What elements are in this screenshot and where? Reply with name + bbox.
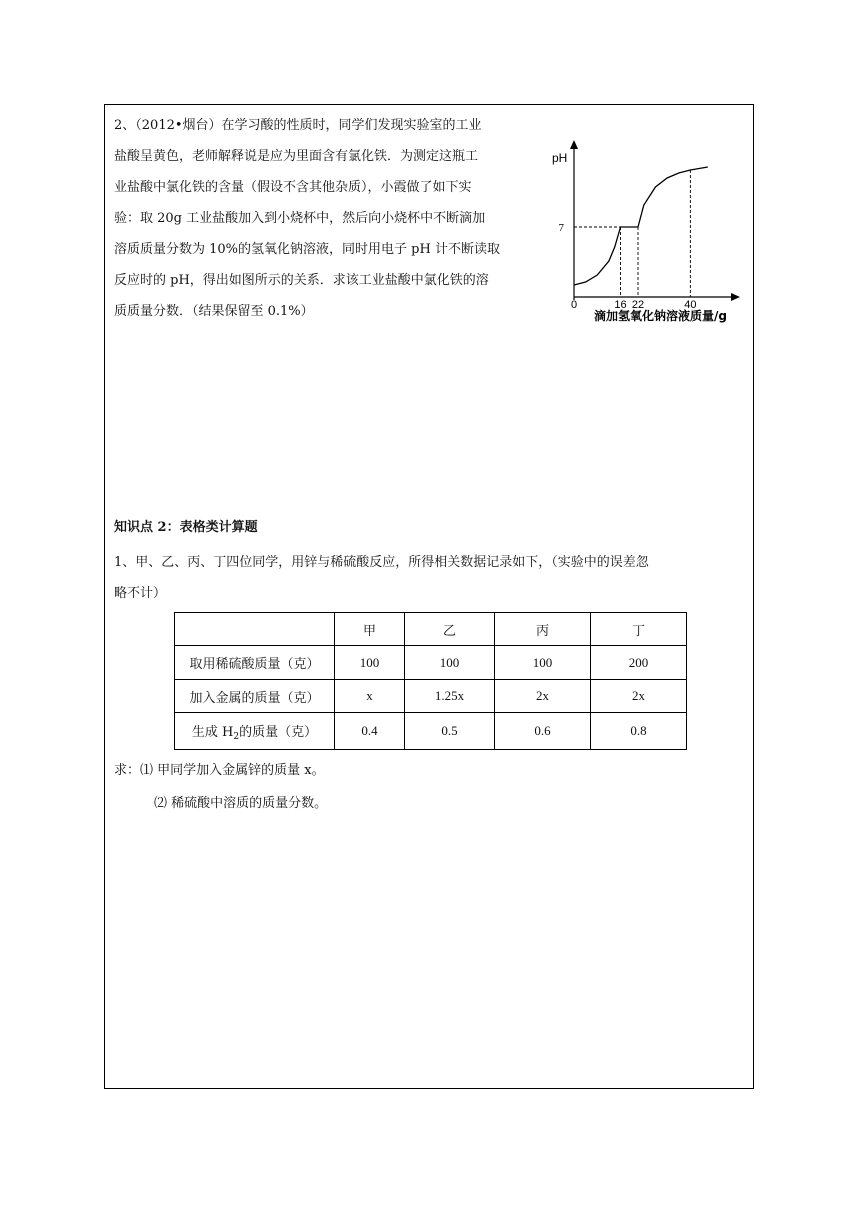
row-label: 加入金属的质量（克）	[175, 679, 335, 712]
x-axis-label: 滴加氢氧化钠溶液质量/g	[594, 309, 727, 323]
problem-2-line: 验：取 20g 工业盐酸加入到小烧杯中，然后向小烧杯中不断滴加	[114, 211, 486, 226]
problem-2-line: 反应时的 pH，得出如图所示的关系．求该工业盐酸中氯化铁的溶	[114, 273, 489, 288]
problem-2-line: 溶质质量分数为 10%的氢氧化钠溶液，同时用电子 pH 计不断读取	[114, 242, 500, 257]
question-1-line: 略不计）	[114, 586, 167, 601]
row-label-subscript: 2	[233, 731, 240, 742]
x-tick-label-40: 40	[684, 299, 697, 311]
table-header-cell: 丙	[495, 613, 591, 646]
question-ask-1: 求：⑴ 甲同学加入金属锌的质量 x。	[114, 763, 325, 778]
table-header-row	[175, 613, 687, 646]
table-cell: 1.25x	[405, 679, 495, 712]
table-cell: 0.4	[335, 713, 405, 750]
question-ask-2: ⑵ 稀硫酸中溶质的质量分数。	[154, 796, 328, 811]
problem-2-line: 盐酸呈黄色，老师解释说是应为里面含有氯化铁．为测定这瓶工	[114, 149, 479, 164]
x-tick-label-0: 0	[570, 299, 578, 311]
table-cell: 0.6	[495, 713, 591, 750]
table-cell: 100	[495, 646, 591, 679]
row-label-post: 的质量（克）	[239, 724, 318, 740]
y-axis-arrow	[570, 140, 578, 149]
data-table	[174, 612, 687, 750]
table-row	[175, 713, 687, 750]
table-cell: 100	[335, 646, 405, 679]
problem-2-line: 2、（2012•烟台）在学习酸的性质时，同学们发现实验室的工业	[114, 118, 482, 133]
table-cell: 2x	[591, 679, 687, 712]
problem-2-line: 质质量分数．（结果保留至 0.1%）	[114, 304, 314, 319]
ph-curve	[574, 167, 708, 285]
table-cell: 0.8	[591, 713, 687, 750]
question-1-line: 1、甲、乙、丙、丁四位同学，用锌与稀硫酸反应，所得相关数据记录如下，（实验中的误差忽	[114, 555, 649, 570]
table-header-cell: 乙	[405, 613, 495, 646]
section-title: 知识点 2：表格类计算题	[114, 520, 258, 535]
table-row	[175, 679, 687, 712]
table-header-cell	[175, 613, 335, 646]
table-cell: 200	[591, 646, 687, 679]
problem-2-text	[114, 110, 538, 327]
question-1-text	[114, 547, 748, 609]
x-axis-arrow	[731, 293, 740, 301]
x-tick-label-22: 22	[631, 299, 645, 311]
row-label	[175, 713, 335, 750]
table-header-cell: 丁	[591, 613, 687, 646]
x-tick-label-16: 16	[614, 299, 627, 311]
table-header-cell: 甲	[335, 613, 405, 646]
row-label-pre: 生成 H	[191, 724, 234, 740]
y-axis-label: pH	[552, 151, 568, 165]
ph-titration-graph	[548, 134, 748, 330]
table-cell: 0.5	[405, 713, 495, 750]
table-cell: 2x	[495, 679, 591, 712]
problem-2-line: 业盐酸中氯化铁的含量（假设不含其他杂质），小霞做了如下实	[114, 180, 472, 195]
table-cell: 100	[405, 646, 495, 679]
row-label: 取用稀硫酸质量（克）	[175, 646, 335, 679]
y-tick-label-7: 7	[558, 222, 564, 234]
table-row	[175, 646, 687, 679]
table-cell: x	[335, 679, 405, 712]
